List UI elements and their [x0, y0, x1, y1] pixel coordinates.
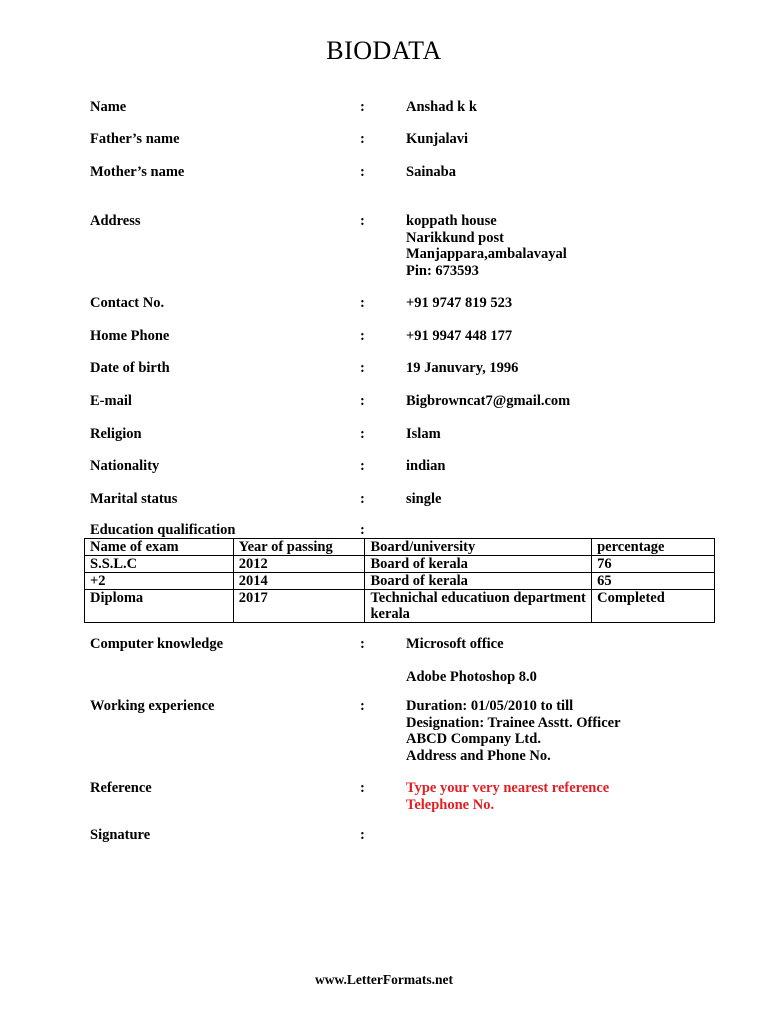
- table-row: [85, 573, 715, 590]
- field-value: Bigbrowncat7@gmail.com: [406, 393, 571, 409]
- field-label: Education qualification: [90, 522, 236, 538]
- field-label: Reference: [90, 780, 152, 796]
- table-cell: Board of kerala: [365, 573, 592, 590]
- field-colon: :: [360, 295, 365, 311]
- field-value: 19 Januvary, 1996: [406, 360, 519, 376]
- field-label: Mother’s name: [90, 164, 185, 180]
- field-value: Sainaba: [406, 164, 456, 180]
- page-title: BIODATA: [326, 36, 442, 65]
- column-header: Board/university: [365, 539, 592, 556]
- field-value: Kunjalavi: [406, 131, 469, 147]
- footer-website: www.LetterFormats.net: [315, 972, 453, 987]
- field-value: Anshad k k: [406, 99, 477, 115]
- field-label: Working experience: [90, 698, 215, 714]
- table-cell: Technichal educatiuon department kerala: [365, 590, 592, 623]
- field-colon: :: [360, 827, 365, 843]
- field-label: Father’s name: [90, 131, 180, 147]
- field-value: single: [406, 491, 442, 507]
- field-label: E-mail: [90, 393, 132, 409]
- field-label: Name: [90, 99, 127, 115]
- table-row: [85, 590, 715, 623]
- field-colon: :: [360, 426, 365, 442]
- table-cell: 2017: [233, 590, 365, 623]
- field-value: Adobe Photoshop 8.0: [406, 669, 537, 685]
- address-line: Pin: 673593: [406, 262, 479, 279]
- field-colon: :: [360, 780, 365, 796]
- field-label: Religion: [90, 426, 142, 442]
- field-colon: :: [360, 328, 365, 344]
- reference-line: Type your very nearest reference: [406, 780, 610, 796]
- table-cell: Board of kerala: [365, 556, 592, 573]
- table-cell: +2: [85, 573, 234, 590]
- table-cell: 2012: [233, 556, 365, 573]
- field-colon: :: [360, 458, 365, 474]
- table-cell: S.S.L.C: [85, 556, 234, 573]
- address-line: Manjappara,ambalavayal: [406, 246, 567, 262]
- field-colon: :: [360, 99, 365, 115]
- education-table: [84, 538, 715, 623]
- table-cell: Completed: [592, 590, 715, 623]
- address-line: Narikkund post: [406, 229, 504, 246]
- field-label: Address: [90, 213, 141, 229]
- field-value: Islam: [406, 426, 441, 442]
- field-colon: :: [360, 164, 365, 180]
- field-colon: :: [360, 491, 365, 507]
- field-label: Signature: [90, 827, 151, 843]
- field-colon: :: [360, 636, 365, 652]
- field-colon: :: [360, 360, 365, 376]
- table-row: [85, 556, 715, 573]
- column-header: Year of passing: [233, 539, 365, 556]
- field-label: Computer knowledge: [90, 636, 224, 652]
- column-header: percentage: [592, 539, 715, 556]
- experience-line: Address and Phone No.: [406, 747, 551, 764]
- field-colon: :: [360, 393, 365, 409]
- table-cell: Diploma: [85, 590, 234, 623]
- column-header: Name of exam: [85, 539, 234, 556]
- field-label: Marital status: [90, 491, 178, 507]
- field-label: Contact No.: [90, 295, 165, 311]
- table-cell: 2014: [233, 573, 365, 590]
- field-label: Home Phone: [90, 328, 170, 344]
- experience-line: ABCD Company Ltd.: [406, 731, 541, 747]
- table-header-row: [85, 539, 715, 556]
- field-label: Nationality: [90, 458, 160, 474]
- field-colon: :: [360, 522, 365, 538]
- experience-line: Duration: 01/05/2010 to till: [406, 698, 574, 714]
- field-value: +91 9947 448 177: [406, 328, 513, 344]
- field-colon: :: [360, 213, 365, 229]
- field-colon: :: [360, 131, 365, 147]
- field-value: indian: [406, 458, 446, 474]
- field-label: Date of birth: [90, 360, 170, 376]
- field-value: +91 9747 819 523: [406, 295, 513, 311]
- table-cell: 76: [592, 556, 715, 573]
- field-colon: :: [360, 698, 365, 714]
- experience-line: Designation: Trainee Asstt. Officer: [406, 714, 621, 731]
- field-value: Microsoft office: [406, 636, 504, 652]
- table-cell: 65: [592, 573, 715, 590]
- reference-line: Telephone No.: [406, 796, 495, 813]
- address-line: koppath house: [406, 213, 497, 229]
